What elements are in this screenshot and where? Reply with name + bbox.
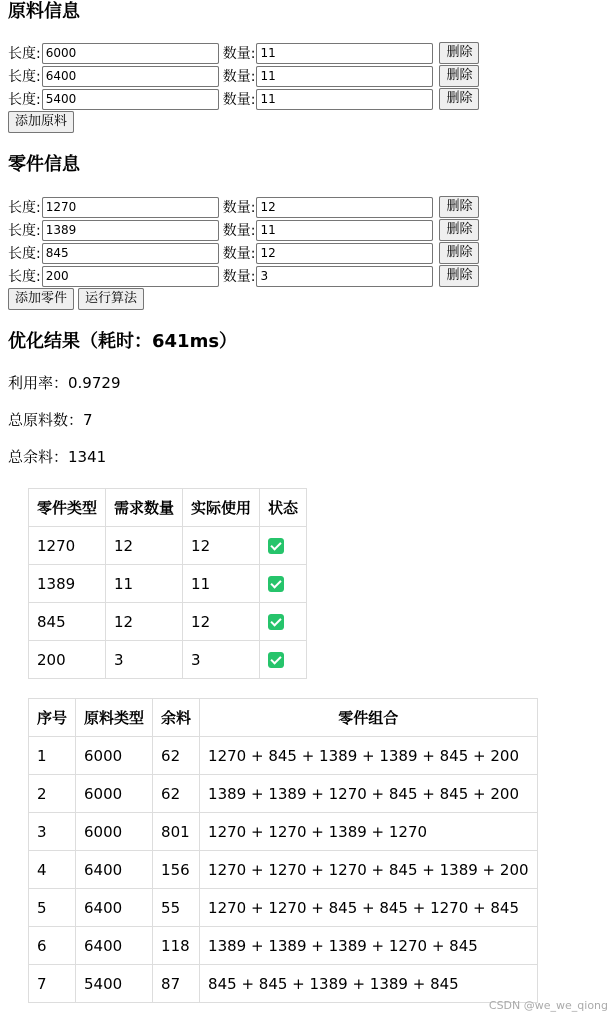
- material-length-input[interactable]: [42, 43, 219, 64]
- material-qty-input[interactable]: [256, 43, 433, 64]
- part-type-cell: 1270: [29, 527, 106, 565]
- part-length-input[interactable]: [42, 197, 219, 218]
- parts-actions: [8, 288, 144, 310]
- qty-label: 数量:: [222, 223, 256, 239]
- table-row: [29, 641, 307, 679]
- length-label: 长度:: [8, 69, 41, 85]
- remainder-cell: 118: [153, 927, 200, 965]
- parts-title: 零件信息: [8, 154, 80, 175]
- status-cell: [260, 641, 307, 679]
- part-length-input[interactable]: [42, 266, 219, 287]
- delete-part-button[interactable]: 删除: [439, 242, 479, 264]
- material-cell: 6400: [76, 851, 153, 889]
- length-label: 长度:: [8, 92, 41, 108]
- combo-cell: 1270 + 1270 + 1389 + 1270: [200, 813, 537, 851]
- remainder-cell: 62: [153, 737, 200, 775]
- material-cell: 6000: [76, 813, 153, 851]
- check-icon: [268, 652, 284, 668]
- part-length-input[interactable]: [42, 220, 219, 241]
- remainder-cell: 55: [153, 889, 200, 927]
- material-cell: 6000: [76, 775, 153, 813]
- material-cell: 6400: [76, 927, 153, 965]
- index-cell: 2: [29, 775, 76, 813]
- used-cell: 12: [183, 603, 260, 641]
- material-cell: 5400: [76, 965, 153, 1003]
- table-row: [29, 889, 538, 927]
- material-length-input[interactable]: [42, 66, 219, 87]
- part-type-cell: 845: [29, 603, 106, 641]
- materials-title: 原料信息: [8, 1, 80, 22]
- combo-cell: 1389 + 1389 + 1389 + 1270 + 845: [200, 927, 537, 965]
- used-cell: 12: [183, 527, 260, 565]
- run-algorithm-button[interactable]: 运行算法: [78, 288, 144, 310]
- combo-cell: 1270 + 1270 + 845 + 845 + 1270 + 845: [200, 889, 537, 927]
- part-qty-input[interactable]: [256, 220, 433, 241]
- table-row: [29, 737, 538, 775]
- part-length-input[interactable]: [42, 243, 219, 264]
- qty-label: 数量:: [222, 46, 256, 62]
- header-index: 序号: [29, 699, 76, 737]
- utilization-text: 利用率：0.9729: [8, 374, 121, 392]
- material-length-input[interactable]: [42, 89, 219, 110]
- demand-cell: 12: [106, 603, 183, 641]
- part-qty-input[interactable]: [256, 197, 433, 218]
- delete-part-button[interactable]: 删除: [439, 196, 479, 218]
- remainder-cell: 801: [153, 813, 200, 851]
- summary-header-row: [29, 489, 307, 527]
- combo-cell: 1270 + 845 + 1389 + 1389 + 845 + 200: [200, 737, 537, 775]
- part-row: [8, 196, 479, 218]
- part-row: [8, 265, 479, 287]
- part-row: [8, 242, 479, 264]
- demand-cell: 11: [106, 565, 183, 603]
- header-demand: 需求数量: [106, 489, 183, 527]
- status-cell: [260, 603, 307, 641]
- header-material-type: 原料类型: [76, 699, 153, 737]
- material-row: [8, 42, 479, 64]
- table-row: [29, 965, 538, 1003]
- summary-table: [28, 488, 307, 679]
- delete-part-button[interactable]: 删除: [439, 265, 479, 287]
- used-cell: 3: [183, 641, 260, 679]
- part-qty-input[interactable]: [256, 266, 433, 287]
- material-cell: 6400: [76, 889, 153, 927]
- index-cell: 7: [29, 965, 76, 1003]
- table-row: [29, 527, 307, 565]
- remainder-cell: 87: [153, 965, 200, 1003]
- table-row: [29, 813, 538, 851]
- delete-material-button[interactable]: 删除: [439, 65, 479, 87]
- header-part-type: 零件类型: [29, 489, 106, 527]
- cut-table: [28, 698, 538, 1003]
- material-qty-input[interactable]: [256, 66, 433, 87]
- qty-label: 数量:: [222, 246, 256, 262]
- watermark: CSDN @we_we_qiong: [488, 999, 608, 1012]
- remainder-cell: 62: [153, 775, 200, 813]
- status-cell: [260, 527, 307, 565]
- part-type-cell: 1389: [29, 565, 106, 603]
- index-cell: 4: [29, 851, 76, 889]
- combo-cell: 1270 + 1270 + 1270 + 845 + 1389 + 200: [200, 851, 537, 889]
- combo-cell: 1389 + 1389 + 1270 + 845 + 845 + 200: [200, 775, 537, 813]
- add-material-button[interactable]: 添加原料: [8, 111, 74, 133]
- used-cell: 11: [183, 565, 260, 603]
- part-qty-input[interactable]: [256, 243, 433, 264]
- length-label: 长度:: [8, 246, 41, 262]
- add-part-button[interactable]: 添加零件: [8, 288, 74, 310]
- result-title: 优化结果（耗时：641ms）: [8, 331, 238, 352]
- demand-cell: 3: [106, 641, 183, 679]
- materials-actions: [8, 111, 74, 133]
- table-row: [29, 775, 538, 813]
- total-materials-text: 总原料数：7: [8, 411, 93, 429]
- delete-part-button[interactable]: 删除: [439, 219, 479, 241]
- part-type-cell: 200: [29, 641, 106, 679]
- header-remainder: 余料: [153, 699, 200, 737]
- length-label: 长度:: [8, 223, 41, 239]
- demand-cell: 12: [106, 527, 183, 565]
- index-cell: 3: [29, 813, 76, 851]
- index-cell: 5: [29, 889, 76, 927]
- remainder-cell: 156: [153, 851, 200, 889]
- table-row: [29, 603, 307, 641]
- length-label: 长度:: [8, 46, 41, 62]
- part-row: [8, 219, 479, 241]
- cut-header-row: [29, 699, 538, 737]
- header-status: 状态: [260, 489, 307, 527]
- material-row: [8, 65, 479, 87]
- delete-material-button[interactable]: 删除: [439, 42, 479, 64]
- header-combo: 零件组合: [200, 699, 537, 737]
- material-row: [8, 88, 479, 110]
- length-label: 长度:: [8, 200, 41, 216]
- delete-material-button[interactable]: 删除: [439, 88, 479, 110]
- material-cell: 6000: [76, 737, 153, 775]
- qty-label: 数量:: [222, 200, 256, 216]
- total-remainder-text: 总余料：1341: [8, 448, 107, 466]
- check-icon: [268, 576, 284, 592]
- material-qty-input[interactable]: [256, 89, 433, 110]
- check-icon: [268, 614, 284, 630]
- length-label: 长度:: [8, 269, 41, 285]
- combo-cell: 845 + 845 + 1389 + 1389 + 845: [200, 965, 537, 1003]
- table-row: [29, 927, 538, 965]
- status-cell: [260, 565, 307, 603]
- index-cell: 1: [29, 737, 76, 775]
- header-used: 实际使用: [183, 489, 260, 527]
- table-row: [29, 851, 538, 889]
- table-row: [29, 565, 307, 603]
- check-icon: [268, 538, 284, 554]
- qty-label: 数量:: [222, 69, 256, 85]
- qty-label: 数量:: [222, 269, 256, 285]
- index-cell: 6: [29, 927, 76, 965]
- qty-label: 数量:: [222, 92, 256, 108]
